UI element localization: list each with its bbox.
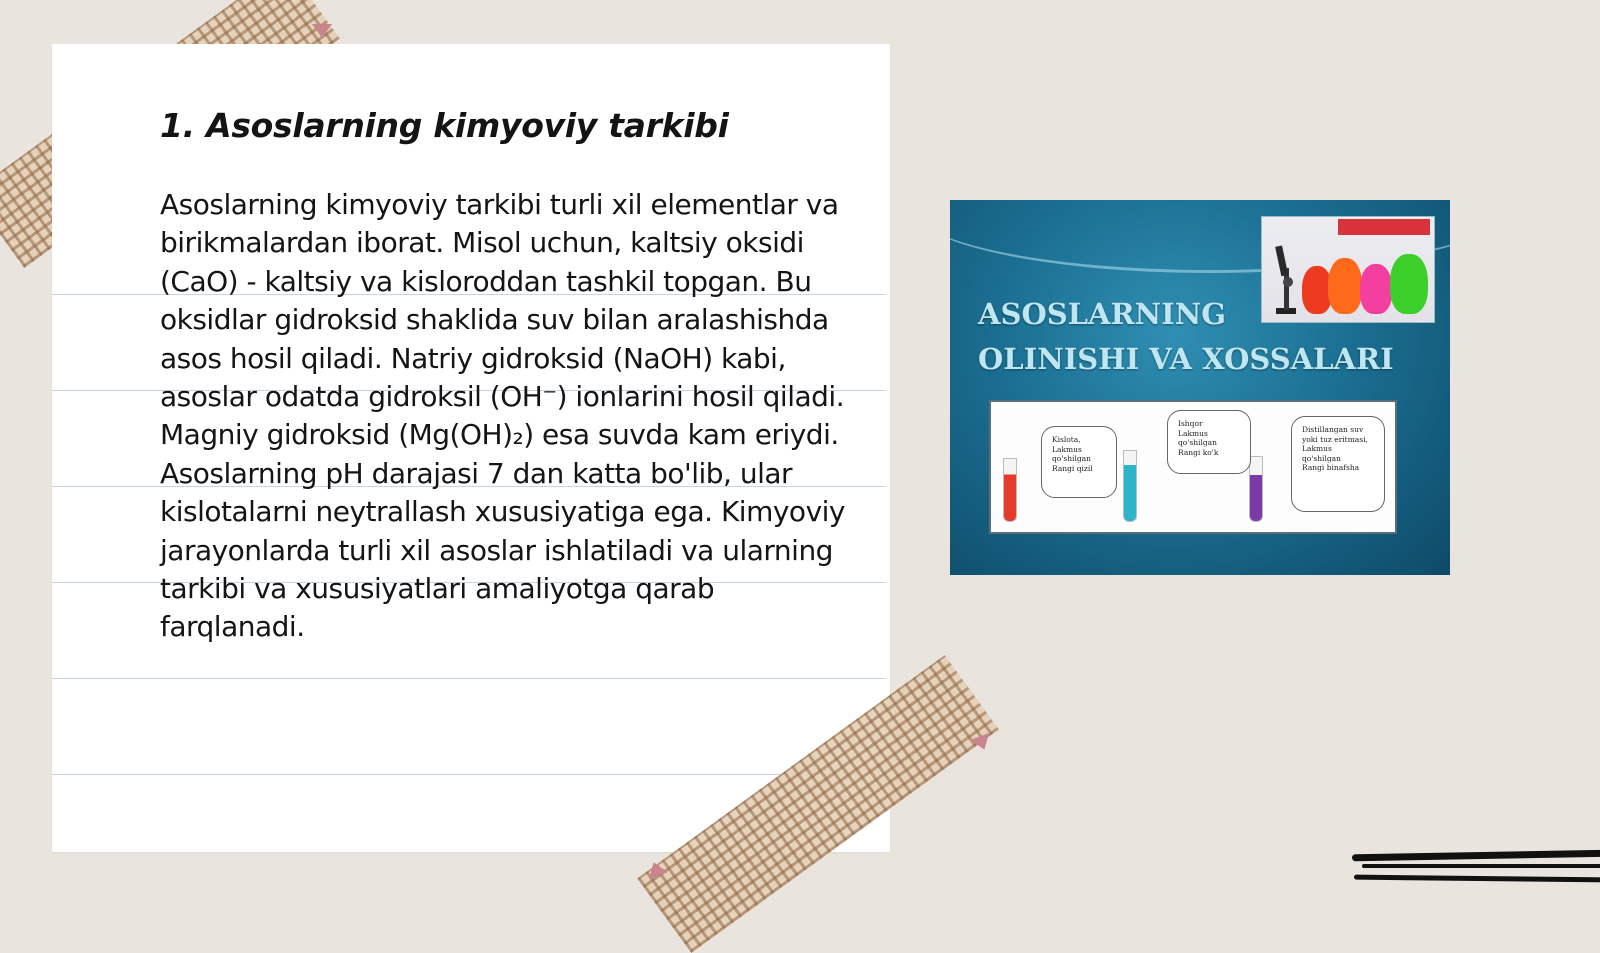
litmus-experiment-panel (989, 400, 1397, 534)
decorative-stroke (1352, 850, 1600, 862)
decorative-stroke (1362, 864, 1600, 868)
tape-corner-top (312, 24, 332, 38)
page-title: 1. Asoslarning kimyoviy tarkibi (160, 106, 729, 145)
photo-tag (1338, 219, 1430, 235)
illustration-title: ASOSLARNING OLINISHI VA XOSSALARI (978, 297, 1394, 376)
speech-bubble-acid: Kislota, Lakmus qo'shilgan Rangi qizil (1041, 426, 1117, 498)
decorative-stroke (1354, 875, 1600, 883)
note-paper (52, 44, 890, 852)
purple-test-tube (1249, 456, 1263, 522)
blue-test-tube (1123, 450, 1137, 522)
paper-rule (52, 678, 886, 679)
speech-bubble-neutral: Distillangan suv yoki tuz eritmasi, Lakmus qo'shilgan Rangi binafsha (1291, 416, 1385, 512)
paper-rule (52, 774, 886, 775)
body-paragraph: Asoslarning kimyoviy tarkibi turli xil elementlar va birikmalardan iborat. Misol uchun, kaltsiy oksidi (CaO) - kaltsiy va kisloroddan tashkil topgan. Bu oksidlar gidroksid shaklida suv bilan aralashishda asos hosil qiladi. Natriy gidroksid (NaOH) kabi, asoslar odatda gidroksil (OH⁻) ionlarini hosil qiladi. Magniy gidroksid (Mg(OH)₂) esa suvda kam eriydi. Asoslarning pH darajasi 7 dan katta bo'lib, ular kislotalarni neytrallash xususiyatiga ega. Kimyoviy jarayonlarda turli xil asoslar ishlatiladi va ularning tarkibi va xususiyatlari amaliyotga qarab farqlanadi. (160, 188, 845, 644)
speech-bubble-alkali: Ishqor Lakmus qo'shilgan Rangi ko'k (1167, 410, 1251, 474)
chemistry-illustration (950, 200, 1450, 575)
red-test-tube (1003, 458, 1017, 522)
